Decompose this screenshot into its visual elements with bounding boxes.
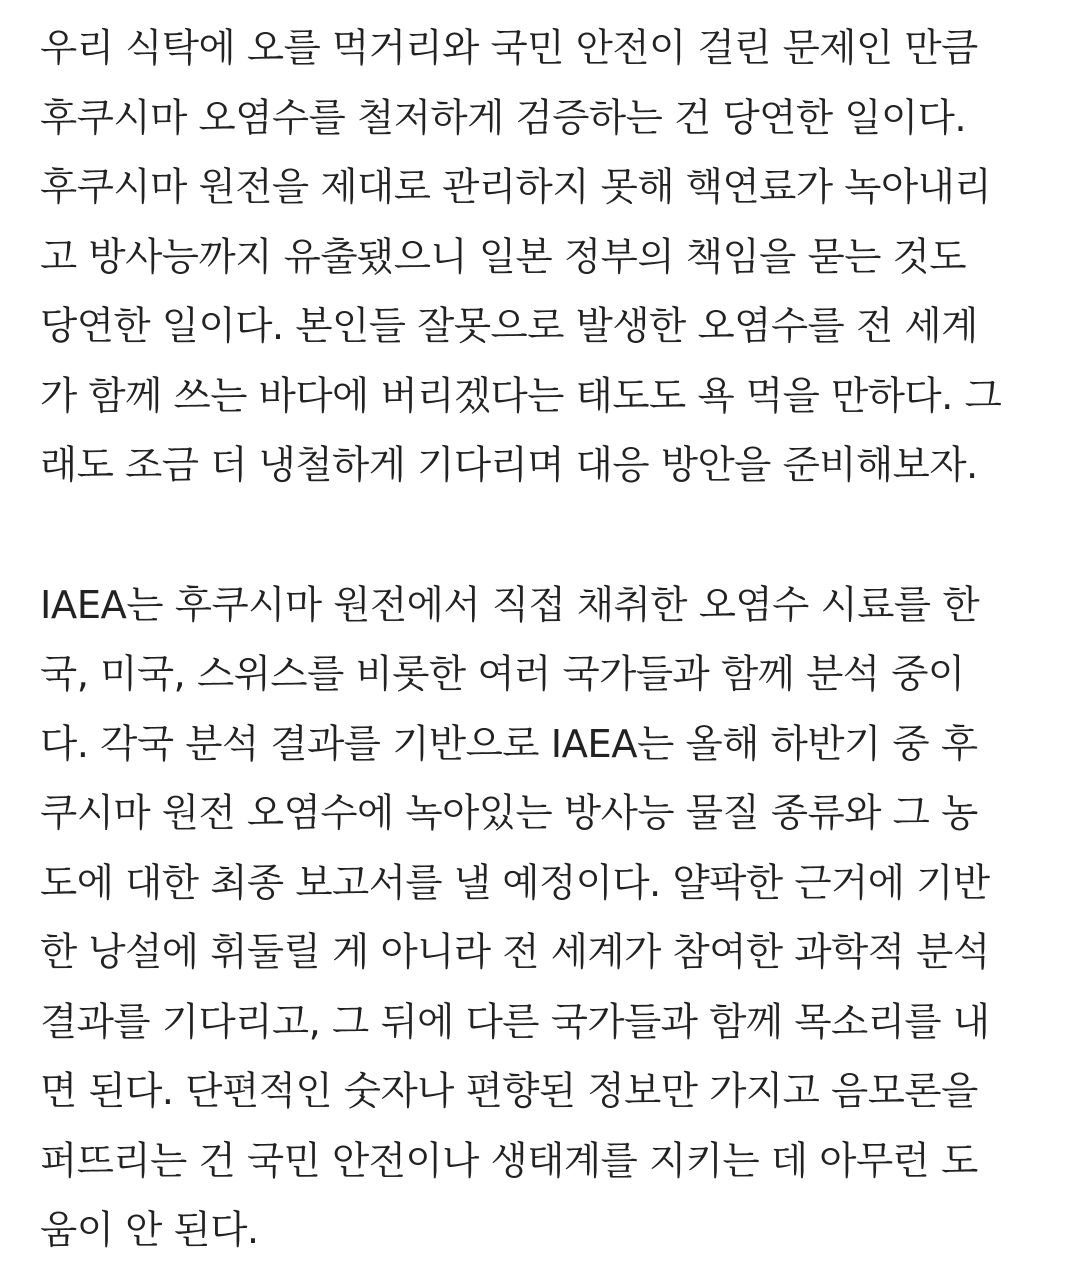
text-line: 한 낭설에 휘둘릴 게 아니라 전 세계가 참여한 과학적 분석 — [40, 930, 990, 975]
text-line: 국, 미국, 스위스를 비롯한 여러 국가들과 함께 분석 중이 — [40, 652, 965, 697]
text-line: 도에 대한 최종 보고서를 낼 예정이다. 얄팍한 근거에 기반 — [40, 860, 990, 906]
text-line: 퍼뜨리는 건 국민 안전이나 생태계를 지키는 데 아무런 도 — [40, 1138, 978, 1184]
text-line: 고 방사능까지 유출됐으니 일본 정부의 책임을 묻는 것도 — [40, 234, 967, 280]
text-line: 래도 조금 더 냉철하게 기다리며 대응 방안을 준비해보자. — [40, 443, 978, 488]
article-body — [40, 14, 1050, 1266]
paragraph-spacer — [40, 501, 1050, 571]
text-line: 움이 안 된다. — [40, 1208, 259, 1253]
text-line: 우리 식탁에 오를 먹거리와 국민 안전이 걸린 문제인 만큼 — [40, 26, 978, 71]
text-line: 가 함께 쓰는 바다에 버리겠다는 태도도 욕 먹을 만하다. 그 — [40, 373, 1002, 419]
text-line: 당연한 일이다. 본인들 잘못으로 발생한 오염수를 전 세계 — [40, 304, 978, 349]
text-line: 후쿠시마 원전을 제대로 관리하지 못해 핵연료가 녹아내리 — [40, 165, 992, 210]
text-line: IAEA는 후쿠시마 원전에서 직접 채취한 오염수 시료를 한 — [40, 582, 980, 628]
text-line: 쿠시마 원전 오염수에 녹아있는 방사능 물질 종류와 그 농 — [40, 791, 978, 836]
text-line: 후쿠시마 오염수를 철저하게 검증하는 건 당연한 일이다. — [40, 95, 967, 141]
paragraph-1 — [40, 14, 1050, 501]
text-line: 다. 각국 분석 결과를 기반으로 IAEA는 올해 하반기 중 후 — [40, 721, 978, 767]
text-line: 결과를 기다리고, 그 뒤에 다른 국가들과 함께 목소리를 내 — [40, 999, 990, 1045]
text-line: 면 된다. 단편적인 숫자나 편향된 정보만 가지고 음모론을 — [40, 1069, 978, 1114]
paragraph-2 — [40, 571, 1050, 1266]
